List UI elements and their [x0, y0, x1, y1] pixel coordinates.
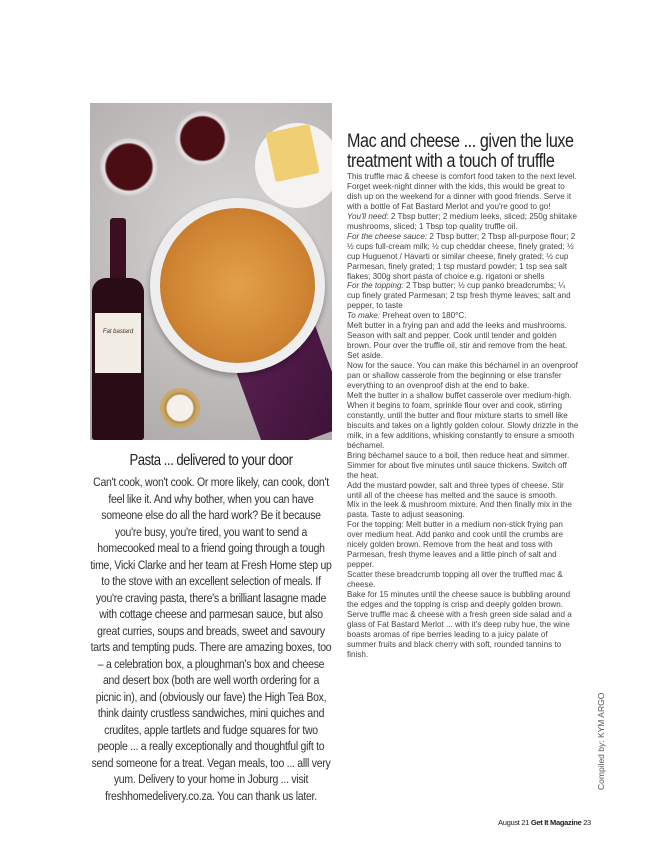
magazine-name: Get It Magazine	[530, 818, 582, 827]
salt-bowl	[160, 388, 200, 428]
recipe-paragraph-text: Bring béchamel sauce to a boil, then reduce heat and simmer. Simmer for about five minutes until sauce thickens. Switch off the heat.	[347, 450, 570, 480]
recipe-paragraph-text: Preheat oven to 180°C.	[380, 311, 467, 321]
recipe-body	[347, 172, 579, 660]
recipe-paragraph-text: 2 Tbsp butter; 2 medium leeks, sliced; 250g shiitake mushrooms, sliced; 1 Tbsp top quality truffle oil.	[347, 211, 577, 231]
recipe-paragraph-text: This truffle mac & cheese is comfort food taken to the next level. Forget week-night dinner with the kids, this would be great to dish up on the weekend for a dinner with good friends. Serve it with a bottle of Fat Bastard Merlot and you're good to go!	[347, 172, 577, 211]
recipe-paragraph	[347, 451, 579, 481]
recipe-paragraph-text: Now for the sauce. You can make this béchamel in an ovenproof pan or shallow casserole from the beginning or else transfer everything to an ovenproof dish at the end to bake.	[347, 361, 578, 391]
wine-glass	[100, 138, 158, 196]
recipe-paragraph-text: Mix in the leek & mushroom mixture. And then finally mix in the pasta. Taste to adjust seasoning.	[347, 500, 572, 520]
recipe-paragraph	[347, 481, 579, 501]
recipe-paragraph-label: For the topping:	[347, 281, 404, 291]
recipe-paragraph-text: Melt butter in a frying pan and add the leeks and mushrooms. Season with salt and pepper. Cook until tender and golden brown. Pour over the truffle oil, stir and remove from the heat. Set aside.	[347, 321, 568, 361]
casserole-dish	[150, 198, 325, 373]
recipe-paragraph-text: Melt the butter in a shallow buffet casserole over medium-high. When it begins to foam, sprinkle flour over and cook, stirring constantly, until the butter and flour mixture starts to smell like biscuits and takes on a lightly golden colour. Slowly drizzle in the milk, in a few additions, whisking constantly to ensure a smooth béchamel.	[347, 390, 579, 450]
recipe-paragraph	[347, 311, 579, 321]
wine-bottle	[92, 218, 144, 438]
wine-glass	[175, 111, 230, 166]
recipe-paragraph-text: 2 Tbsp butter; 2 Tbsp all-purpose flour; 2 ½ cups full-cream milk; ½ cup cheddar cheese, finely grated; ½ cup Huguenot / Havarti or similar cheese, finely grated; ½ cup Parmesan, finely grated; 1 tsp mustard powder; 1 tsp sea salt flakes; 300g short pasta of choice e.g. rigatoni or shells	[347, 231, 576, 281]
recipe-paragraph-text: Serve truffle mac & cheese with a fresh green side salad and a glass of Fat Bastard Merlot ... with it's deep ruby hue, the wine boasts aromas of ripe berries leading to a juicy palate of summer fruits and black cherry with soft, rounded tannins to finish.	[347, 609, 572, 659]
recipe-paragraph	[347, 172, 579, 212]
page-footer	[498, 818, 591, 827]
page-number: 23	[583, 818, 591, 827]
recipe-paragraph	[347, 391, 579, 451]
recipe-paragraph-text: Scatter these breadcrumb topping all over the truffled mac & cheese.	[347, 570, 563, 590]
recipe-paragraph	[347, 610, 579, 660]
bottle-label: Fat bastard	[95, 313, 141, 373]
recipe-paragraph	[347, 232, 579, 282]
recipe-paragraph	[347, 570, 579, 590]
recipe-paragraph-text: For the topping: Melt butter in a medium non-stick frying pan over medium heat. Add panko and cook until the crumbs are nicely golden brown. Remove from the heat and toss with Parmesan, fresh thyme leaves and a little pinch of salt and pepper.	[347, 520, 563, 570]
pasta-heading: Pasta ... delivered to your door	[129, 452, 293, 469]
recipe-paragraph-label: For the cheese sauce:	[347, 231, 428, 241]
issue-date: August 21	[498, 818, 530, 827]
pasta-body: Can't cook, won't cook. Or more likely, can cook, don't feel like it. And why bother, when you can have someone else do all the hard work? Be it because you're busy, you're tired, you want to send a homecooked meal to a friend going through a tough time, Vicki Clarke and her team at Fresh Home step up to the stove with an excellent selection of meals. If you're craving pasta, there's a brilliant lasagne made with cottage cheese and parmesan sauce, but also great curries, soups and breads, sweet and savoury tarts and tempting puds. There are amazing boxes, too – a celebration box, a ploughman's box and cheese and desert box (both are well worth ordering for a picnic in), and (obviously our fave) the High Tea Box, think dainty crustless sandwiches, mini quiches and crudites, apple tartlets and fudge squares for two people ... a really exceptionally and thoughtful gift to send someone for a treat. Vegan meals, too ... alll very yum. Delivery to your home in Joburg ... visit freshhomedelivery.co.za. You can thank us later.	[90, 475, 332, 803]
recipe-paragraph-text: 2 Tbsp butter; ½ cup panko breadcrumbs; ¼ cup finely grated Parmesan; 2 tsp fresh thyme leaves; salt and pepper, to taste	[347, 281, 571, 311]
recipe-paragraph	[347, 281, 579, 311]
recipe-paragraph	[347, 500, 579, 520]
recipe-paragraph	[347, 361, 579, 391]
recipe-paragraph	[347, 520, 579, 570]
recipe-paragraph	[347, 212, 579, 232]
credit-line: Compiled by: KYM ARGO	[596, 692, 606, 790]
recipe-paragraph	[347, 321, 579, 361]
recipe-paragraph	[347, 590, 579, 610]
food-photo	[90, 103, 332, 440]
recipe-paragraph-text: Add the mustard powder, salt and three types of cheese. Stir until all of the cheese has melted and the sauce is smooth.	[347, 480, 564, 500]
recipe-paragraph-label: To make:	[347, 311, 380, 321]
mac-cheese-heading: Mac and cheese ... given the luxe treatment with a touch of truffle	[347, 131, 574, 172]
recipe-paragraph-text: Bake for 15 minutes until the cheese sauce is bubbling around the edges and the topping is crisp and deeply golden brown.	[347, 590, 571, 609]
mac-and-cheese	[160, 208, 315, 363]
recipe-paragraph-label: You'll need:	[347, 211, 389, 221]
